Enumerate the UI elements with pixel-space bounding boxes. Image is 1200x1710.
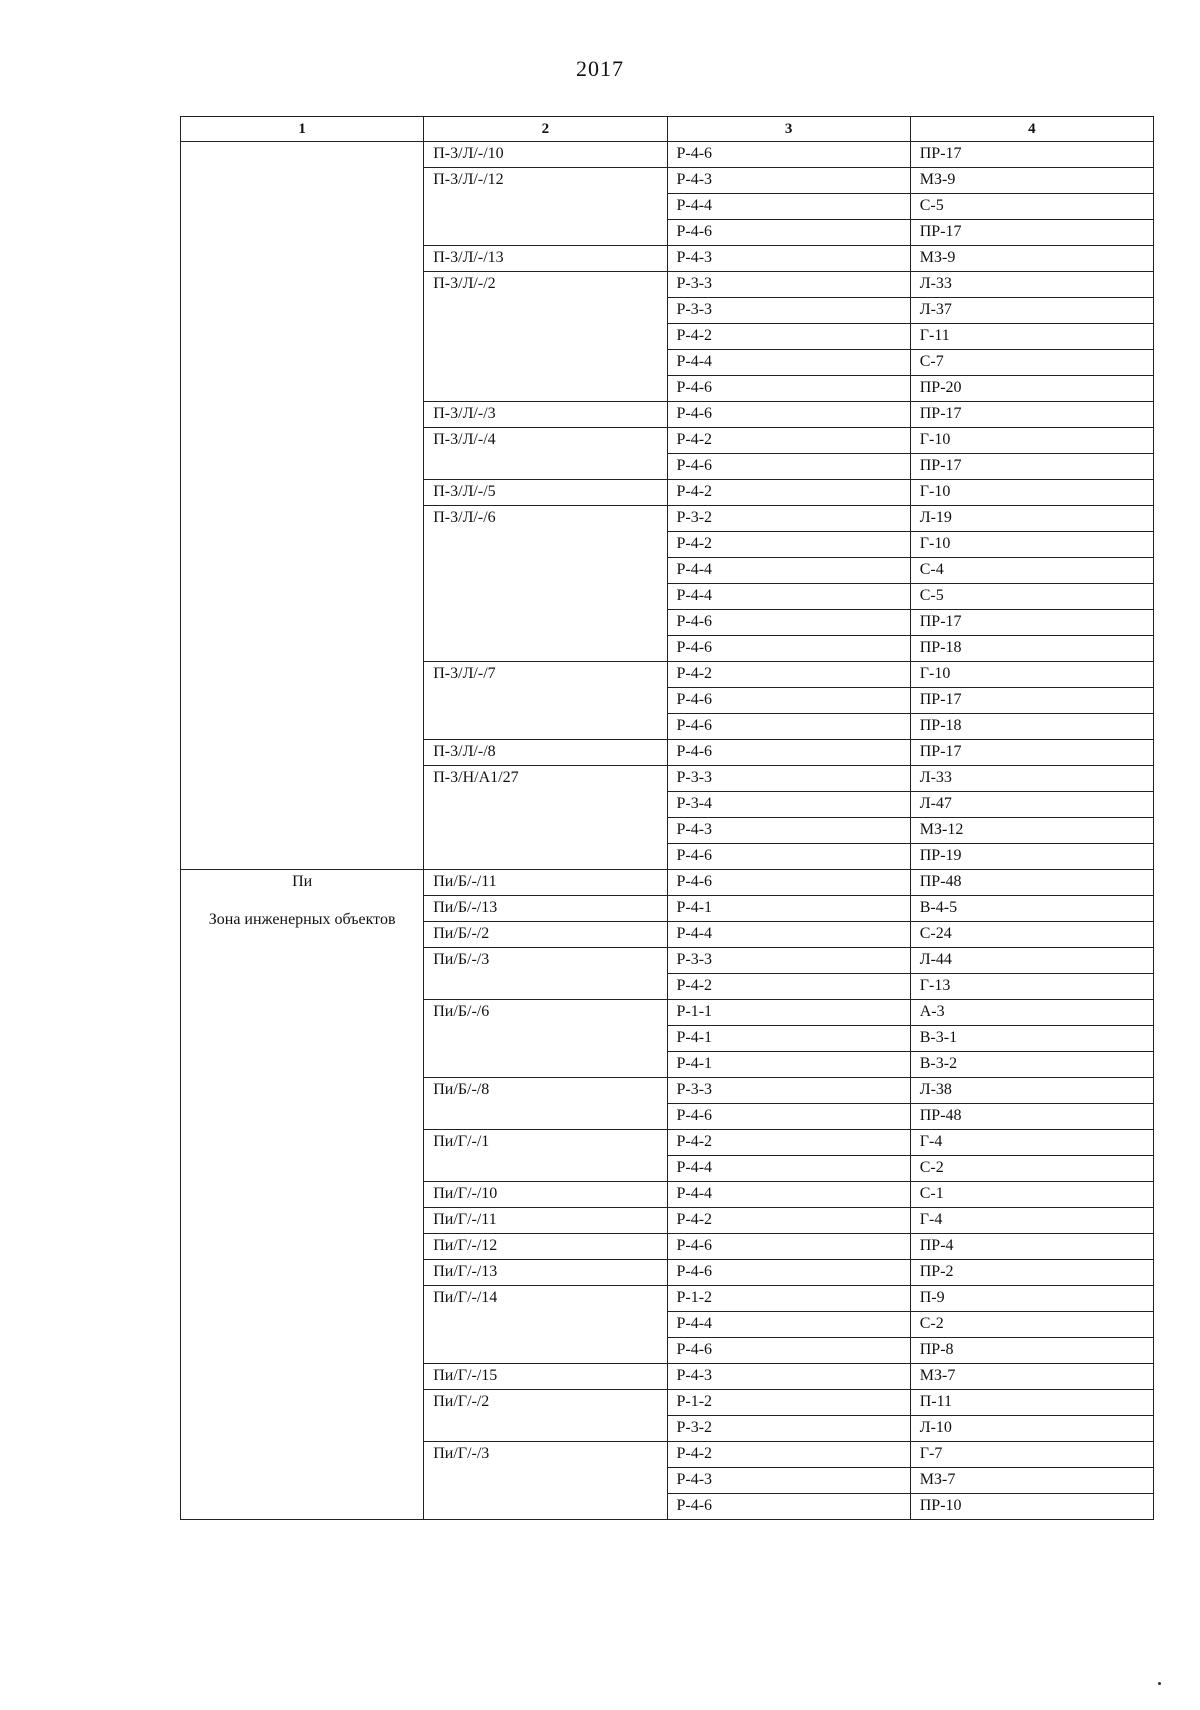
subzone-code-cell: Пи/Б/-/3 xyxy=(424,948,667,1000)
subzone-code-cell: П-3/Л/-/10 xyxy=(424,142,667,168)
object-code-cell: В-4-5 xyxy=(910,896,1153,922)
regulation-code-cell: Р-4-1 xyxy=(667,896,910,922)
regulation-code-cell: Р-4-3 xyxy=(667,1364,910,1390)
object-code-cell: Г-11 xyxy=(910,324,1153,350)
zone-code: Пи xyxy=(292,873,313,890)
regulation-code-cell: Р-3-3 xyxy=(667,272,910,298)
regulation-code-cell: Р-4-3 xyxy=(667,246,910,272)
object-code-cell: МЗ-9 xyxy=(910,246,1153,272)
object-code-cell: С-1 xyxy=(910,1182,1153,1208)
regulation-code-cell: Р-4-6 xyxy=(667,610,910,636)
regulation-code-cell: Р-4-4 xyxy=(667,584,910,610)
page-number: 2017 xyxy=(576,56,624,81)
object-code-cell: МЗ-7 xyxy=(910,1468,1153,1494)
subzone-code-cell: Пи/Г/-/1 xyxy=(424,1130,667,1182)
regulation-code-cell: Р-4-4 xyxy=(667,922,910,948)
object-code-cell: Г-10 xyxy=(910,480,1153,506)
object-code-cell: ПР-4 xyxy=(910,1234,1153,1260)
subzone-code-cell: П-3/Н/А1/27 xyxy=(424,766,667,870)
object-code-cell: Г-10 xyxy=(910,428,1153,454)
subzone-code-cell: П-3/Л/-/12 xyxy=(424,168,667,246)
object-code-cell: Г-13 xyxy=(910,974,1153,1000)
header-row xyxy=(181,117,1154,142)
subzone-code-cell: П-3/Л/-/5 xyxy=(424,480,667,506)
object-code-cell: Г-4 xyxy=(910,1208,1153,1234)
regulation-code-cell: Р-4-2 xyxy=(667,480,910,506)
object-code-cell: П-11 xyxy=(910,1390,1153,1416)
regulation-code-cell: Р-4-4 xyxy=(667,350,910,376)
subzone-code-cell: Пи/Б/-/2 xyxy=(424,922,667,948)
object-code-cell: ПР-20 xyxy=(910,376,1153,402)
object-code-cell: ПР-8 xyxy=(910,1338,1153,1364)
subzone-code-cell: Пи/Г/-/12 xyxy=(424,1234,667,1260)
regulation-code-cell: Р-4-6 xyxy=(667,1338,910,1364)
object-code-cell: С-7 xyxy=(910,350,1153,376)
object-code-cell: С-24 xyxy=(910,922,1153,948)
table-row xyxy=(181,870,1154,896)
object-code-cell: А-3 xyxy=(910,1000,1153,1026)
regulation-code-cell: Р-4-6 xyxy=(667,1104,910,1130)
regulation-code-cell: Р-4-6 xyxy=(667,844,910,870)
object-code-cell: МЗ-12 xyxy=(910,818,1153,844)
column-header: 3 xyxy=(667,117,910,142)
regulation-code-cell: Р-4-2 xyxy=(667,662,910,688)
regulation-code-cell: Р-3-3 xyxy=(667,948,910,974)
subzone-code-cell: П-3/Л/-/4 xyxy=(424,428,667,480)
regulation-code-cell: Р-4-1 xyxy=(667,1026,910,1052)
column-header: 4 xyxy=(910,117,1153,142)
regulation-code-cell: Р-1-1 xyxy=(667,1000,910,1026)
regulation-code-cell: Р-3-2 xyxy=(667,506,910,532)
regulation-code-cell: Р-4-3 xyxy=(667,1468,910,1494)
object-code-cell: С-5 xyxy=(910,584,1153,610)
object-code-cell: ПР-48 xyxy=(910,870,1153,896)
object-code-cell: В-3-1 xyxy=(910,1026,1153,1052)
object-code-cell: МЗ-9 xyxy=(910,168,1153,194)
table-row xyxy=(181,142,1154,168)
regulation-code-cell: Р-4-6 xyxy=(667,636,910,662)
subzone-code-cell: П-3/Л/-/13 xyxy=(424,246,667,272)
regulation-code-cell: Р-4-6 xyxy=(667,688,910,714)
regulation-code-cell: Р-4-6 xyxy=(667,1260,910,1286)
regulation-code-cell: Р-4-2 xyxy=(667,428,910,454)
subzone-code-cell: Пи/Б/-/11 xyxy=(424,870,667,896)
regulation-code-cell: Р-1-2 xyxy=(667,1286,910,1312)
subzone-code-cell: П-3/Л/-/6 xyxy=(424,506,667,662)
regulation-code-cell: Р-4-2 xyxy=(667,974,910,1000)
regulation-code-cell: Р-4-6 xyxy=(667,402,910,428)
subzone-code-cell: Пи/Г/-/3 xyxy=(424,1442,667,1520)
object-code-cell: Л-44 xyxy=(910,948,1153,974)
column-header: 1 xyxy=(181,117,424,142)
object-code-cell: Г-4 xyxy=(910,1130,1153,1156)
subzone-code-cell: Пи/Г/-/2 xyxy=(424,1390,667,1442)
object-code-cell: МЗ-7 xyxy=(910,1364,1153,1390)
object-code-cell: П-9 xyxy=(910,1286,1153,1312)
object-code-cell: Л-10 xyxy=(910,1416,1153,1442)
object-code-cell: ПР-17 xyxy=(910,688,1153,714)
regulation-code-cell: Р-4-2 xyxy=(667,1130,910,1156)
object-code-cell: Л-19 xyxy=(910,506,1153,532)
object-code-cell: Г-10 xyxy=(910,662,1153,688)
subzone-code-cell: Пи/Б/-/6 xyxy=(424,1000,667,1078)
regulation-code-cell: Р-4-4 xyxy=(667,558,910,584)
table-body xyxy=(181,117,1154,1520)
subzone-code-cell: Пи/Г/-/10 xyxy=(424,1182,667,1208)
subzone-code-cell: Пи/Г/-/14 xyxy=(424,1286,667,1364)
regulation-code-cell: Р-4-6 xyxy=(667,740,910,766)
object-code-cell: С-2 xyxy=(910,1312,1153,1338)
regulation-code-cell: Р-3-3 xyxy=(667,298,910,324)
regulation-code-cell: Р-4-3 xyxy=(667,168,910,194)
regulation-code-cell: Р-4-2 xyxy=(667,532,910,558)
object-code-cell: ПР-17 xyxy=(910,142,1153,168)
object-code-cell: ПР-48 xyxy=(910,1104,1153,1130)
regulation-code-cell: Р-4-6 xyxy=(667,1494,910,1520)
regulation-code-cell: Р-4-3 xyxy=(667,818,910,844)
object-code-cell: Г-10 xyxy=(910,532,1153,558)
object-code-cell: Л-37 xyxy=(910,298,1153,324)
regulation-code-cell: Р-3-4 xyxy=(667,792,910,818)
zone-cell xyxy=(181,142,424,870)
object-code-cell: В-3-2 xyxy=(910,1052,1153,1078)
object-code-cell: С-5 xyxy=(910,194,1153,220)
object-code-cell: С-2 xyxy=(910,1156,1153,1182)
regulation-code-cell: Р-4-2 xyxy=(667,1208,910,1234)
subzone-code-cell: Пи/Б/-/13 xyxy=(424,896,667,922)
scan-dot xyxy=(1158,1682,1161,1685)
object-code-cell: ПР-19 xyxy=(910,844,1153,870)
regulation-code-cell: Р-4-6 xyxy=(667,870,910,896)
zone-name: Зона инженерных объектов xyxy=(208,911,396,928)
subzone-code-cell: Пи/Г/-/13 xyxy=(424,1260,667,1286)
object-code-cell: ПР-17 xyxy=(910,402,1153,428)
object-code-cell: ПР-17 xyxy=(910,220,1153,246)
column-header: 2 xyxy=(424,117,667,142)
object-code-cell: С-4 xyxy=(910,558,1153,584)
regulation-code-cell: Р-4-6 xyxy=(667,454,910,480)
subzone-code-cell: П-3/Л/-/3 xyxy=(424,402,667,428)
object-code-cell: ПР-10 xyxy=(910,1494,1153,1520)
regulation-code-cell: Р-1-2 xyxy=(667,1390,910,1416)
regulation-code-cell: Р-3-2 xyxy=(667,1416,910,1442)
object-code-cell: ПР-18 xyxy=(910,636,1153,662)
regulation-code-cell: Р-4-6 xyxy=(667,1234,910,1260)
subzone-code-cell: Пи/Г/-/15 xyxy=(424,1364,667,1390)
subzone-code-cell: П-3/Л/-/8 xyxy=(424,740,667,766)
regulation-code-cell: Р-4-6 xyxy=(667,142,910,168)
regulation-code-cell: Р-4-6 xyxy=(667,220,910,246)
regulation-code-cell: Р-4-4 xyxy=(667,1182,910,1208)
subzone-code-cell: П-3/Л/-/2 xyxy=(424,272,667,402)
subzone-code-cell: Пи/Г/-/11 xyxy=(424,1208,667,1234)
object-code-cell: ПР-18 xyxy=(910,714,1153,740)
regulation-code-cell: Р-4-4 xyxy=(667,194,910,220)
object-code-cell: Л-33 xyxy=(910,272,1153,298)
regulation-code-cell: Р-4-1 xyxy=(667,1052,910,1078)
zone-cell xyxy=(181,870,424,1520)
regulation-code-cell: Р-4-4 xyxy=(667,1156,910,1182)
regulation-code-cell: Р-4-2 xyxy=(667,324,910,350)
object-code-cell: Л-33 xyxy=(910,766,1153,792)
subzone-code-cell: Пи/Б/-/8 xyxy=(424,1078,667,1130)
regulation-code-cell: Р-4-2 xyxy=(667,1442,910,1468)
regulation-code-cell: Р-3-3 xyxy=(667,766,910,792)
regulation-code-cell: Р-4-6 xyxy=(667,714,910,740)
regulation-code-cell: Р-4-4 xyxy=(667,1312,910,1338)
object-code-cell: Л-47 xyxy=(910,792,1153,818)
regulation-code-cell: Р-3-3 xyxy=(667,1078,910,1104)
regulation-code-cell: Р-4-6 xyxy=(667,376,910,402)
object-code-cell: ПР-2 xyxy=(910,1260,1153,1286)
object-code-cell: Л-38 xyxy=(910,1078,1153,1104)
subzone-code-cell: П-3/Л/-/7 xyxy=(424,662,667,740)
object-code-cell: ПР-17 xyxy=(910,740,1153,766)
object-code-cell: ПР-17 xyxy=(910,454,1153,480)
zones-table xyxy=(180,116,1154,1520)
object-code-cell: ПР-17 xyxy=(910,610,1153,636)
object-code-cell: Г-7 xyxy=(910,1442,1153,1468)
